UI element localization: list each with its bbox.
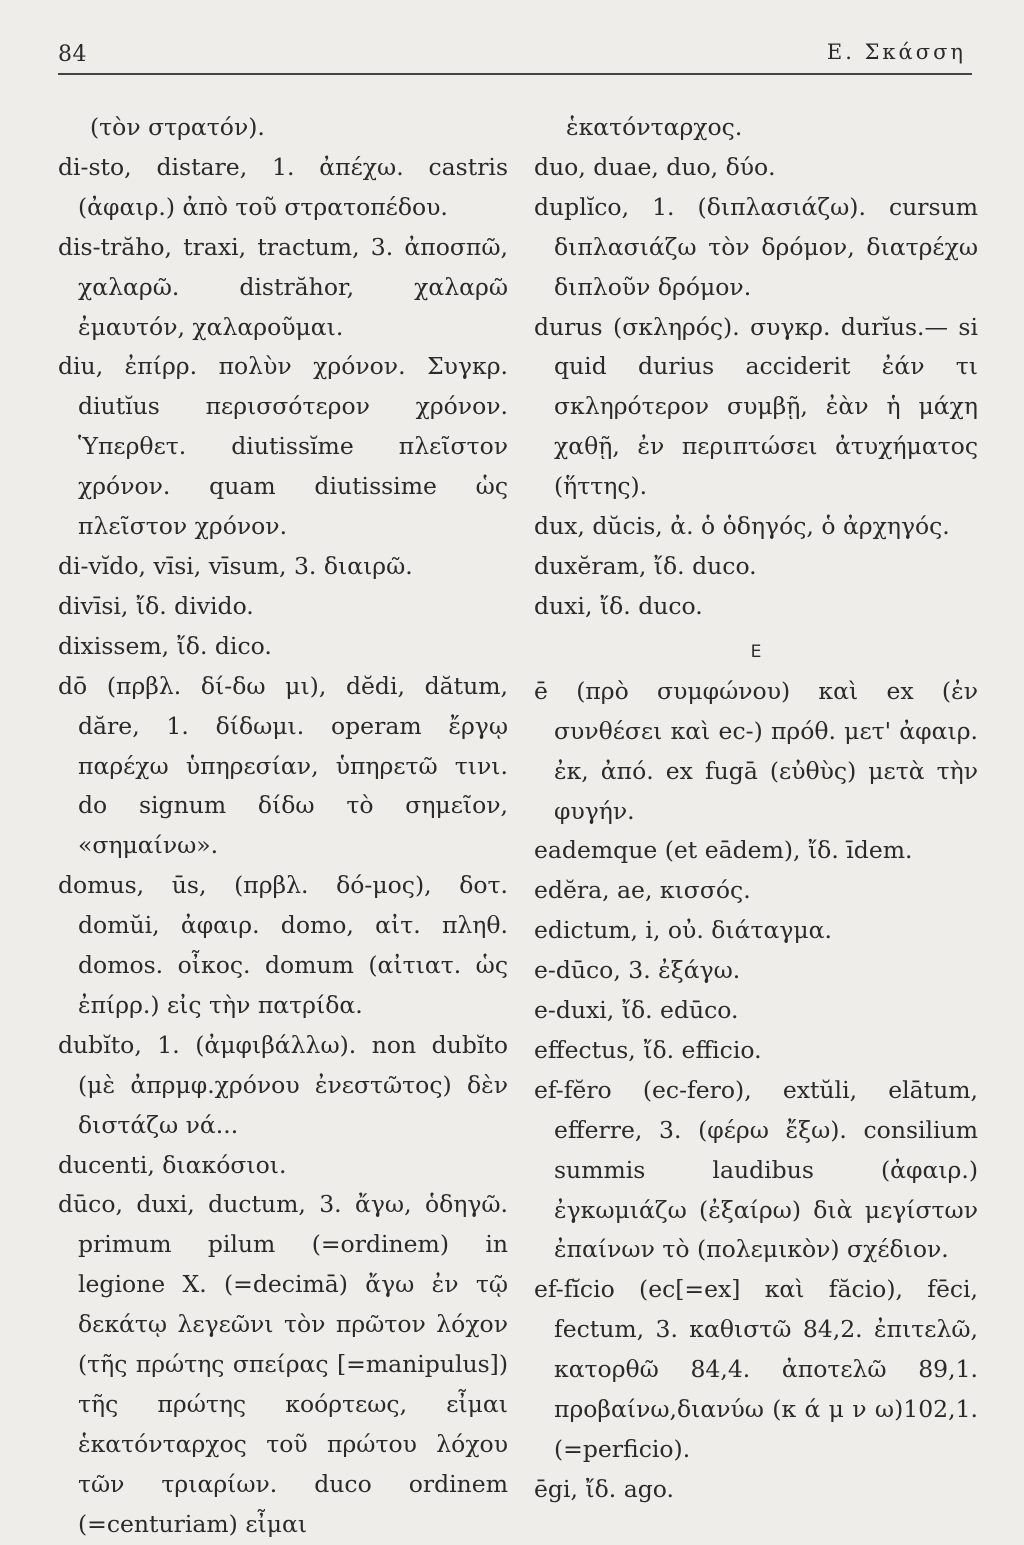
dictionary-entry: duo, duae, duo, δύο. <box>534 152 776 181</box>
dictionary-entry: edictum, i, οὐ. διάταγμα. <box>534 916 833 945</box>
dictionary-entry: ef-fĕro (ec-fero), extŭli, elātum, efferre, 3. (φέρω ἔξω). consilium summis laudibus (ἀφαιρ.) ἐγκωμιάζω (ἐξαίρω) διὰ μεγίστων ἐπαίνων τὸ (πολεμικὸν) σχέδιον. <box>534 1075 978 1264</box>
dictionary-entry: dis-trăho, traxi, tractum, 3. ἀποσπῶ, χαλαρῶ. distrăhor, χαλαρῶ ἐμαυτόν, χαλαροῦμαι. <box>58 232 508 341</box>
left-column <box>58 108 508 1545</box>
dictionary-entry: durus (σκληρός). συγκρ. durĭus.— si quid durius acciderit ἐάν τι σκληρότερον συμβῇ, ἐὰν ἡ μάχη χαθῇ, ἐν περιπτώσει ἀτυχήματος (ἥττης). <box>534 312 978 501</box>
dictionary-entry: dō (πρβλ. δί-δω μι), dĕdi, dătum, dăre, 1. δίδωμι. operam ἔργῳ παρέχω ὑπηρεσίαν, ὑπηρετῶ τινι. do signum δίδω τὸ σημεῖον, «σημαίνω». <box>58 671 508 860</box>
header-rule <box>58 73 972 75</box>
dictionary-entry: diu, ἐπίρρ. πολὺν χρόνον. Συγκρ. diutĭus περισσότερον χρόνον. Ὑπερθετ. diutissĭme πλεῖστον χρόνον. quam diutissime ὡς πλεῖστον χρόνον. <box>58 352 508 541</box>
dictionary-entry: (τὸν στρατόν). <box>90 113 265 141</box>
dictionary-entry: effectus, ἴδ. efficio. <box>534 1035 762 1064</box>
dictionary-entry: domus, ūs, (πρβλ. δό-μος), δοτ. domŭi, ἀφαιρ. domo, αἰτ. πληθ. domos. οἶκος. domum (αἰτιατ. ὡς ἐπίρρ.) εἰς τὴν πατρίδα. <box>58 871 508 1019</box>
dictionary-entry: ē (πρὸ συμφώνου) καὶ ex (ἐν συνθέσει καὶ ec-) πρόθ. μετ' ἀφαιρ. ἐκ, ἀπό. ex fugā (εὐθὺς) μετὰ τὴν φυγήν. <box>534 676 978 825</box>
dictionary-entry: ἑκατόνταρχος. <box>566 113 743 141</box>
dictionary-entry: di-sto, distare, 1. ἀπέχω. castris (ἀφαιρ.) ἀπὸ τοῦ στρατοπέδου. <box>58 152 508 221</box>
dictionary-entry: dux, dŭcis, ἀ. ὁ ὁδηγός, ὁ ἀρχηγός. <box>534 512 950 541</box>
dictionary-entry: eademque (et eādem), ἴδ. īdem. <box>534 836 913 865</box>
dictionary-entry: dūco, duxi, ductum, 3. ἄγω, ὁδηγῶ. primum pilum (=ordinem) in legione X. (=decimā) ἄγω ἐν τῷ δεκάτῳ λεγεῶνι τὸν πρῶτον λόχον (τῆς πρώτης σπείρας [=manipulus]) τῆς πρώτης κοόρτεως, εἶμαι ἑκατόνταρχος τοῦ πρώτου λόχου τῶν τριαρίων. duco ordinem (=centuriam) εἶμαι <box>58 1190 508 1538</box>
dictionary-entry: edĕra, ae, κισσός. <box>534 876 751 905</box>
dictionary-entry: di-vĭdo, vīsi, vīsum, 3. διαιρῶ. <box>58 551 413 580</box>
dictionary-entry: duxĕram, ἴδ. duco. <box>534 551 757 580</box>
dictionary-entry: dixissem, ἴδ. dico. <box>58 631 272 660</box>
dictionary-entry: ducenti, διακόσιοι. <box>58 1150 287 1179</box>
dictionary-entry: ēgi, ἴδ. ago. <box>534 1474 674 1503</box>
dictionary-entry: dubĭto, 1. (ἀμφιβάλλω). non dubĭto (μὲ ἀπρμφ.χρόνου ἐνεστῶτος) δὲν διστάζω νά... <box>58 1030 508 1139</box>
right-column <box>534 108 978 1510</box>
dictionary-entry: divīsi, ἴδ. divido. <box>58 591 254 620</box>
page-number: 84 <box>58 42 87 67</box>
section-letter: E <box>750 641 762 662</box>
dictionary-entry: ef-fĭcio (ec[=ex] καὶ făcio), fēci, fectum, 3. καθιστῶ 84,2. ἐπιτελῶ, κατορθῶ 84,4. ἀποτελῶ 89,1. προβαίνω,διανύω (κ ά μ ν ω)102,1. (=perficio). <box>534 1275 978 1463</box>
dictionary-entry: e-dūco, 3. ἐξάγω. <box>534 956 741 985</box>
dictionary-entry: duplĭco, 1. (διπλασιάζω). cursum διπλασιάζω τὸν δρόμον, διατρέχω διπλοῦν δρόμον. <box>534 192 978 301</box>
running-head: Ε. Σκάσση <box>826 40 966 64</box>
dictionary-entry: e-duxi, ἴδ. edūco. <box>534 996 739 1025</box>
dictionary-entry: duxi, ἴδ. duco. <box>534 591 703 620</box>
